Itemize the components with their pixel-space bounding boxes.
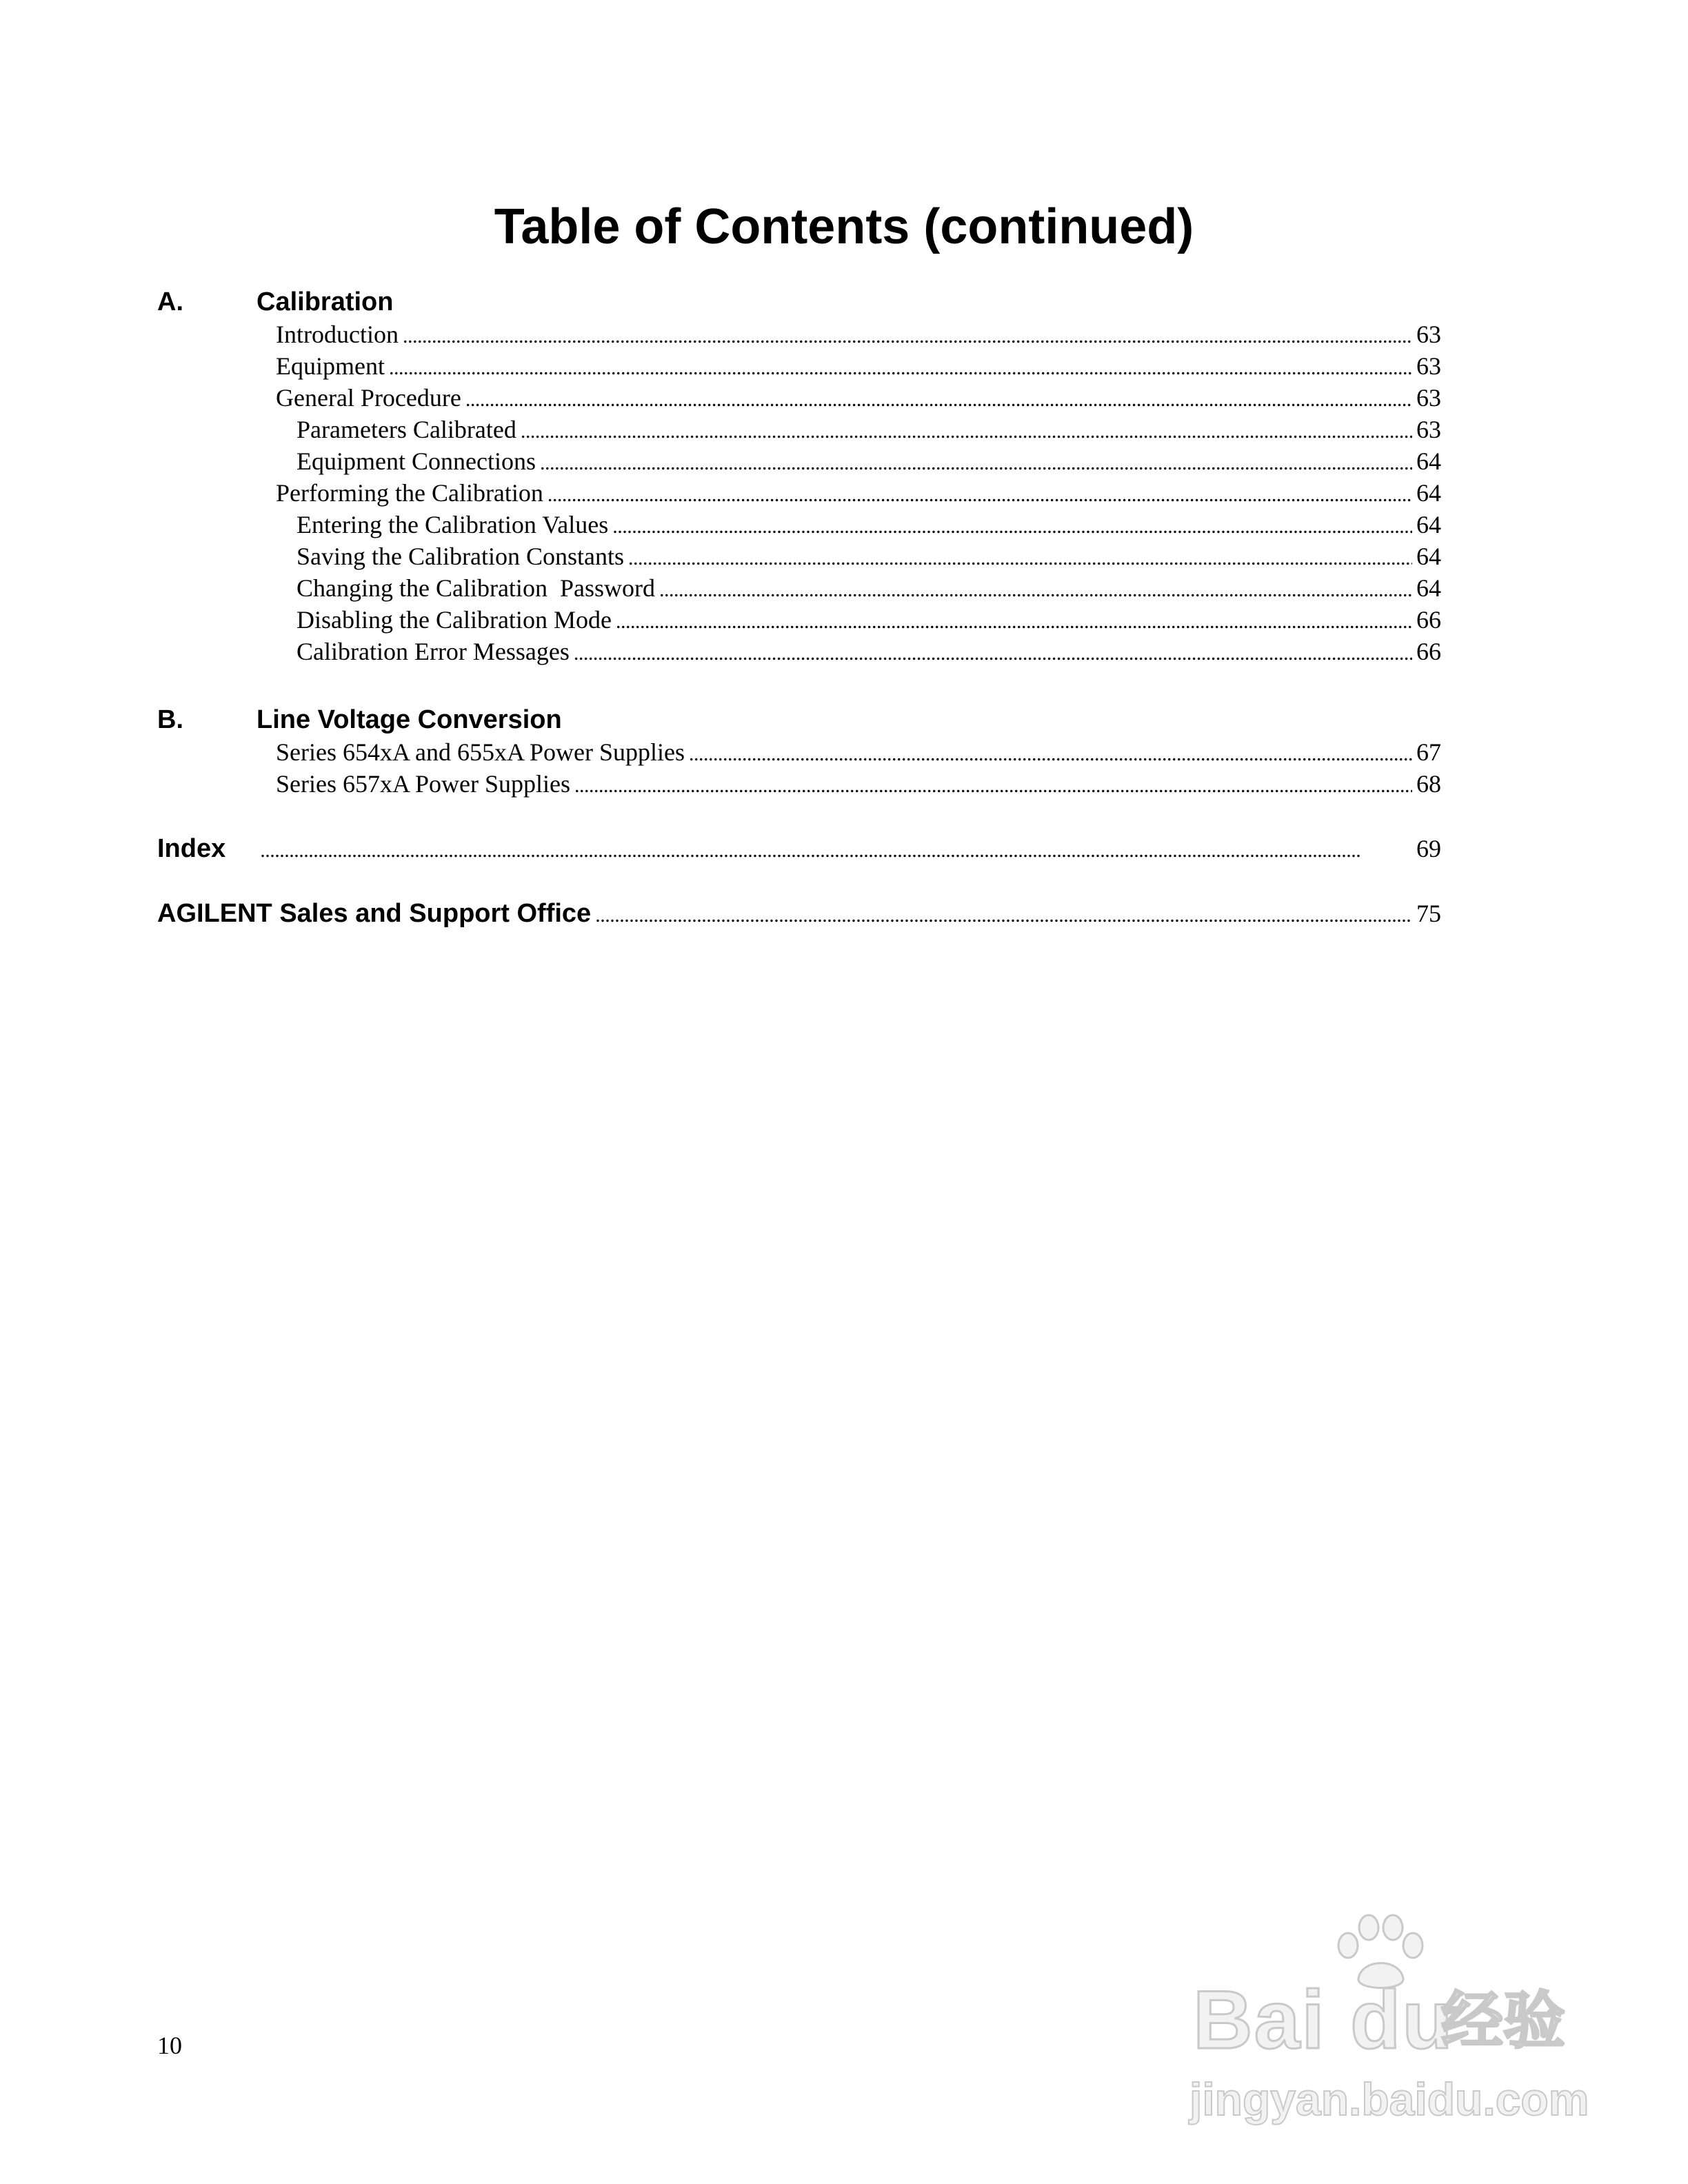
- toc-entry[interactable]: [276, 382, 1441, 414]
- entry-label: Equipment: [276, 352, 385, 380]
- section-letter: A.: [157, 287, 183, 316]
- dot-leader: [574, 770, 1412, 802]
- entry-page: 64: [1416, 543, 1441, 570]
- entry-page: 64: [1416, 574, 1441, 602]
- entry-label: Index: [157, 834, 226, 863]
- dot-leader: [689, 738, 1412, 770]
- dot-leader: [389, 352, 1412, 384]
- entry-page: 68: [1416, 770, 1441, 798]
- toc-entry[interactable]: [276, 736, 1441, 768]
- dot-leader: [659, 574, 1412, 606]
- toc-entry[interactable]: [297, 572, 1441, 604]
- watermark-logo: Bai du: [1193, 1974, 1454, 2066]
- dot-leader: [403, 321, 1412, 352]
- toc-entry[interactable]: [297, 414, 1441, 445]
- entry-page: 75: [1416, 900, 1441, 927]
- section-title: Line Voltage Conversion: [257, 705, 562, 734]
- entry-page: 64: [1416, 479, 1441, 507]
- dot-leader: [521, 416, 1412, 447]
- entry-label: Series 657xA Power Supplies: [276, 770, 570, 798]
- dot-leader: [465, 384, 1412, 416]
- entry-page: 63: [1416, 384, 1441, 412]
- toc-entry[interactable]: [297, 509, 1441, 540]
- entry-label: Series 654xA and 655xA Power Supplies: [276, 738, 685, 766]
- entry-label: General Procedure: [276, 384, 461, 412]
- watermark-chinese: 经验: [1441, 1985, 1565, 2057]
- entry-page: 63: [1416, 321, 1441, 348]
- entry-label: Introduction: [276, 321, 399, 348]
- section-letter: B.: [157, 705, 183, 734]
- entry-label: Disabling the Calibration Mode: [297, 606, 612, 634]
- toc-entry[interactable]: [297, 445, 1441, 477]
- dot-leader: [628, 543, 1412, 574]
- toc-entry[interactable]: [276, 477, 1441, 509]
- toc-entry[interactable]: [276, 768, 1441, 800]
- entry-page: 64: [1416, 447, 1441, 475]
- toc-entry-index[interactable]: [157, 833, 1441, 865]
- toc-entry[interactable]: [297, 604, 1441, 636]
- entry-page: 67: [1416, 738, 1441, 766]
- dot-leader: [595, 900, 1412, 931]
- entry-label: Equipment Connections: [297, 447, 536, 475]
- entry-page: 66: [1416, 606, 1441, 634]
- page-title: Table of Contents (continued): [494, 199, 1194, 254]
- dot-leader: [540, 447, 1412, 479]
- entry-page: 63: [1416, 352, 1441, 380]
- entry-page: 64: [1416, 511, 1441, 538]
- toc-entry-sales-office[interactable]: [157, 898, 1441, 929]
- page-number: 10: [157, 2032, 182, 2059]
- dot-leader: [574, 638, 1412, 669]
- entry-page: 69: [1416, 835, 1441, 862]
- entry-label: Saving the Calibration Constants: [297, 543, 624, 570]
- entry-label: Entering the Calibration Values: [297, 511, 609, 538]
- entry-label: Parameters Calibrated: [297, 416, 516, 443]
- dot-leader: [612, 511, 1412, 543]
- entry-page: 66: [1416, 638, 1441, 665]
- toc-entry[interactable]: [297, 636, 1441, 667]
- entry-page: 63: [1416, 416, 1441, 443]
- toc-entry[interactable]: [297, 540, 1441, 572]
- entry-label: Calibration Error Messages: [297, 638, 570, 665]
- entry-label: Performing the Calibration: [276, 479, 543, 507]
- dot-leader: [616, 606, 1412, 638]
- toc-entry[interactable]: [276, 318, 1441, 350]
- dot-leader: [260, 835, 1412, 867]
- entry-label: Changing the Calibration Password: [297, 574, 655, 602]
- entry-label: AGILENT Sales and Support Office: [157, 899, 592, 928]
- section-title: Calibration: [257, 287, 394, 316]
- toc-entry[interactable]: [276, 350, 1441, 382]
- dot-leader: [547, 479, 1412, 511]
- watermark-url: jingyan.baidu.com: [1189, 2074, 1589, 2125]
- baidu-watermark: [1186, 1910, 1589, 2125]
